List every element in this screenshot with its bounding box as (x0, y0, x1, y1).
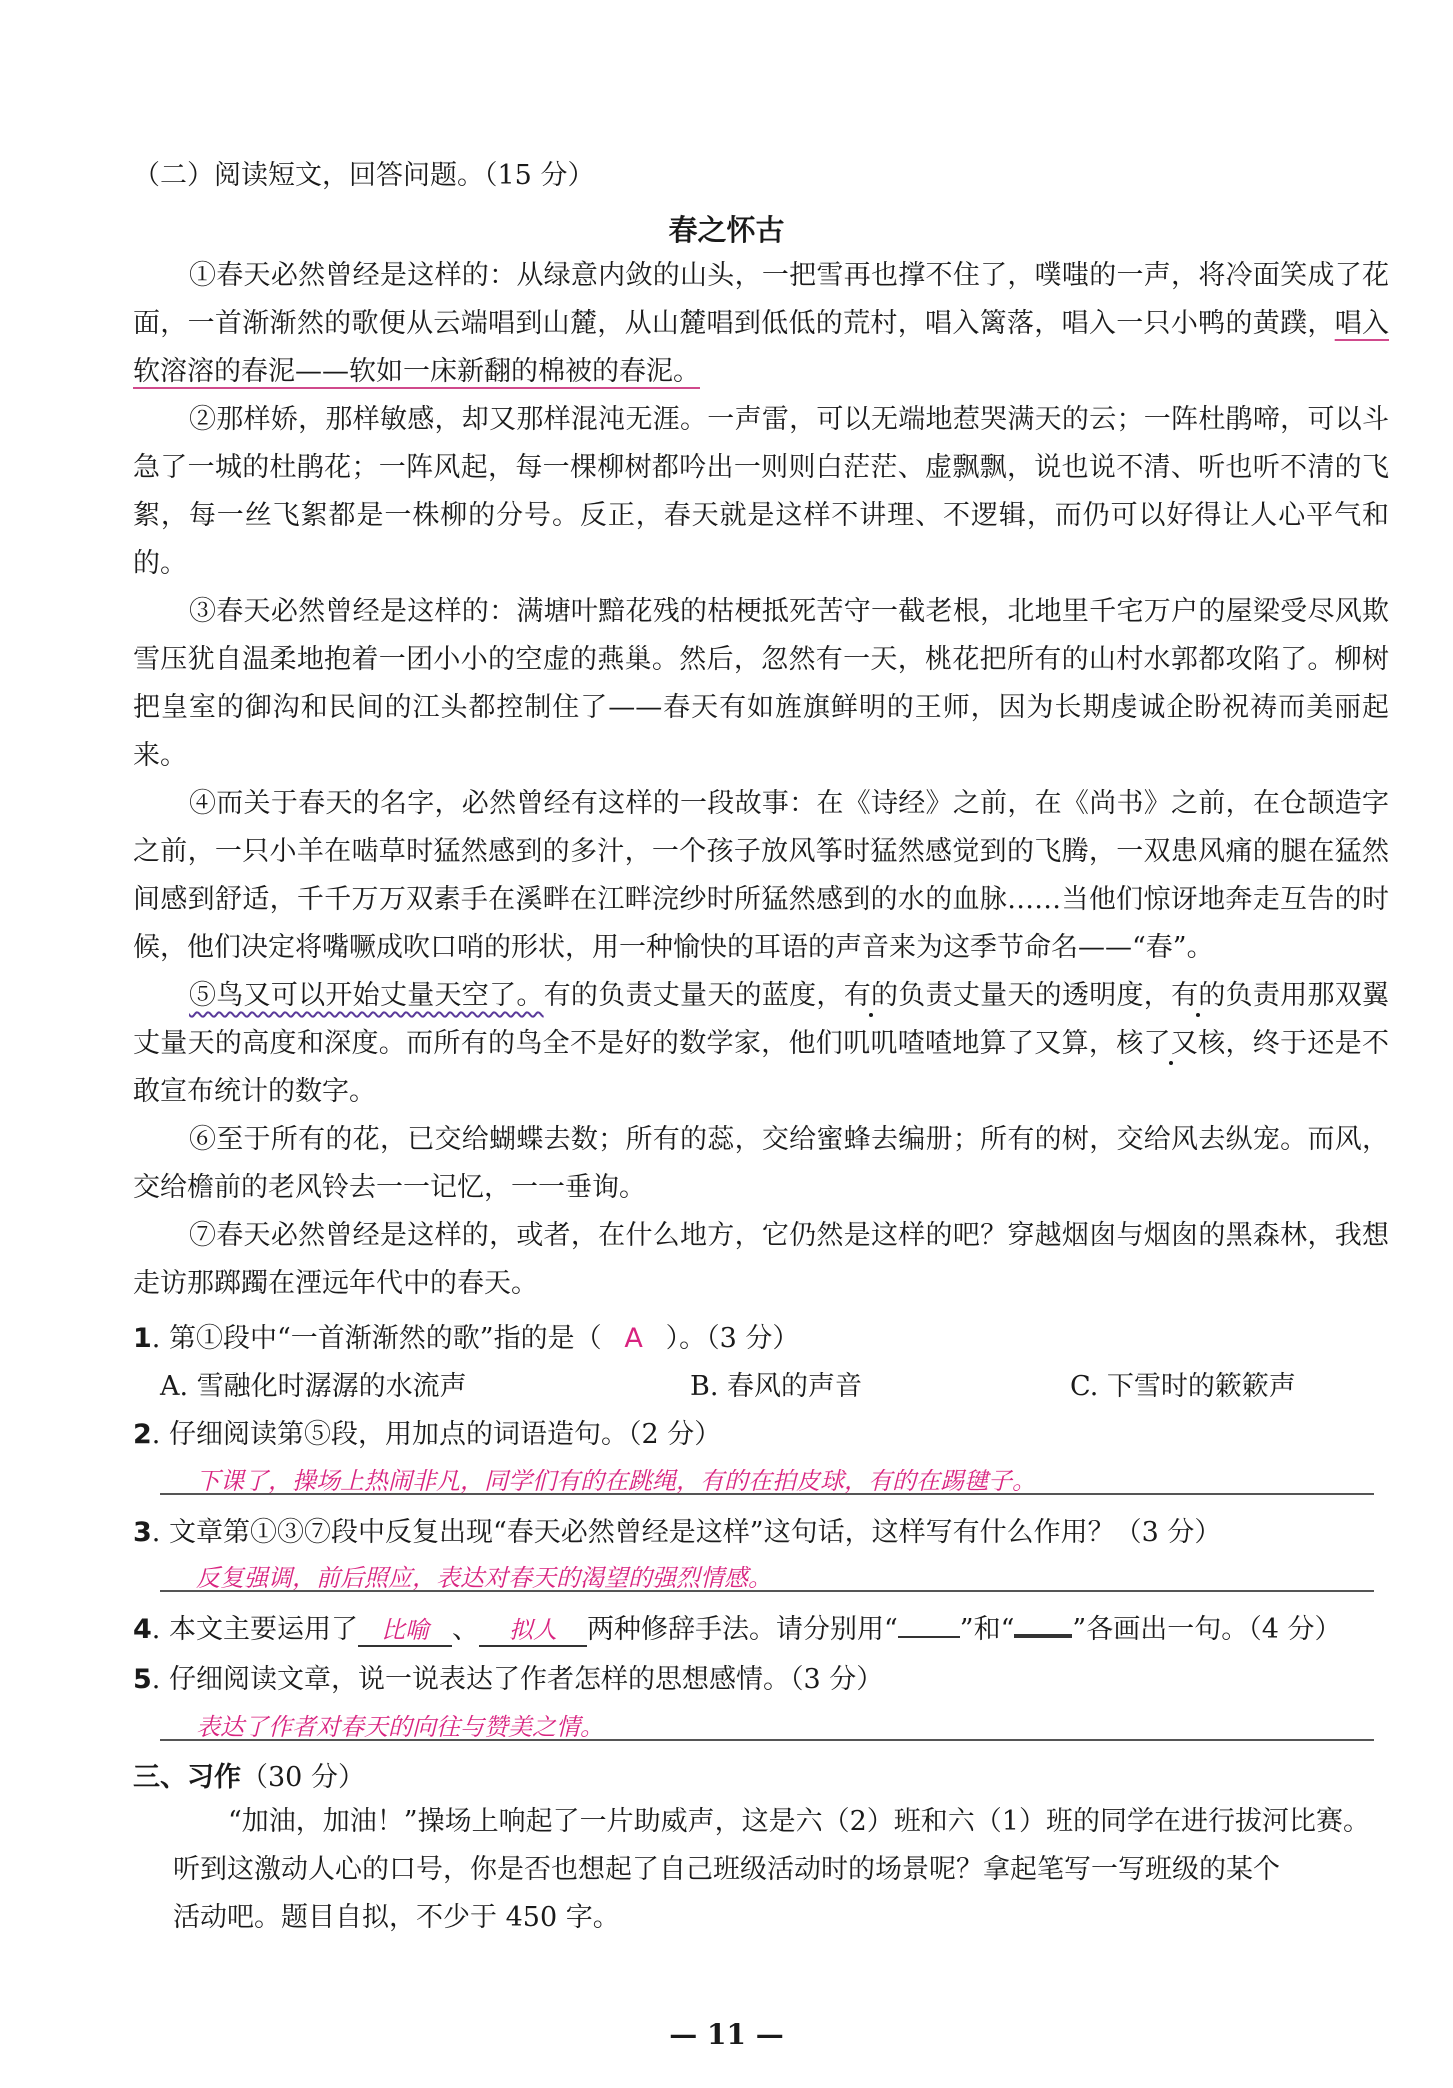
section-header: （二）阅读短文，回答问题。（15 分） (133, 160, 595, 191)
writing-heading (133, 1755, 365, 1794)
dotted-word-1 (844, 980, 899, 1011)
writing-prompt-line-3: 活动吧。题目自拟，不少于 450 字。 (173, 1902, 620, 1933)
dotted-word-3-text: 核了又核 (1116, 1028, 1226, 1059)
question-5 (133, 1657, 883, 1696)
question-1-answer[interactable]: A (624, 1323, 643, 1354)
paragraph-3: ③春天必然曾经是这样的：满塘叶黯花残的枯梗抵死苦守一截老根，北地里千宅万户的屋梁受尽风欺雪压犹自温柔地抱着一团小小的空虚的燕巢。然后，忽然有一天，桃花把所有的山村水郭都攻陷了。柳树把皇室的御沟和民间的江头都控制住了——春天有如旌旗鲜明的王师，因为长期虔诚企盼祝祷而美丽起来。 (133, 596, 1389, 771)
paragraph-1 (133, 252, 1389, 396)
question-3 (133, 1510, 1221, 1549)
question-4 (133, 1607, 1341, 1647)
question-5-answer-line (160, 1739, 1374, 1741)
question-4-blank-2[interactable]: 拟人 (479, 1615, 587, 1647)
question-5-answer[interactable]: 表达了作者对春天的向往与赞美之情。 (196, 1713, 604, 1741)
paragraph-5-text-3: 负责用那双翼丈量天的高度和深度。而所有的鸟全不是好的数学家，他们叽叽喳喳地算了又算， (133, 980, 1390, 1059)
paragraph-5 (133, 972, 1389, 1116)
paragraph-6: ⑥至于所有的花，已交给蝴蝶去数；所有的蕊，交给蜜蜂去编册；所有的树，交给风去纵宠。而风，交给檐前的老风铃去一一记忆，一一垂询。 (133, 1124, 1389, 1203)
question-1-text-b: ）。（3 分） (665, 1323, 800, 1354)
dotted-word-3 (1116, 1028, 1225, 1059)
writing-prompt-line-2: 听到这激动人心的口号，你是否也想起了自己班级活动时的场景呢？拿起笔写一写班级的某个 (173, 1854, 1280, 1885)
question-3-answer-line (160, 1590, 1374, 1592)
paragraph-5-text-2: 负责丈量天的透明度， (898, 980, 1172, 1011)
paragraph-5-text-4: ，终于还是不敢宣布统计的数字。 (133, 1028, 1390, 1107)
paragraph-1-text: ①春天必然曾经是这样的：从绿意内敛的山头，一把雪再也撑不住了，噗嗤的一声，将冷面笑成了花面，一首渐渐然的歌便从云端唱到山麓，从山麓唱到低低的荒村，唱入篱落，唱入一只小鸭的黄蹼， (133, 260, 1389, 339)
question-4-line-mark-2 (1014, 1634, 1072, 1638)
question-2-answer[interactable]: 下课了，操场上热闹非凡，同学们有的在跳绳，有的在拍皮球，有的在踢毽子。 (196, 1467, 1036, 1495)
question-4-number: 4 (133, 1614, 152, 1645)
question-4-text-d: ”各画出一句。（4 分） (1072, 1614, 1342, 1645)
paragraph-1-underlined: 唱入软溶溶的春泥——软如一床新翻的棉被的春泥。 (133, 308, 1389, 387)
paragraph-4: ④而关于春天的名字，必然曾经有这样的一段故事：在《诗经》之前，在《尚书》之前，在仓颉造字之前，一只小羊在啮草时猛然感到的多汁，一个孩子放风筝时猛然感觉到的飞腾，一双患风痛的腿在猛然间感到舒适，千千万万双素手在溪畔在江畔浣纱时所猛然感到的水的血脉……当他们惊讶地奔走互告的时候，他们决定将嘴噘成吹口哨的形状，用一种愉快的耳语的声音来为这季节命名——“春”。 (133, 788, 1389, 963)
question-4-text-c: ”和“ (959, 1614, 1015, 1645)
question-2-text: . 仔细阅读第⑤段，用加点的词语造句。（2 分） (151, 1419, 722, 1450)
question-4-separator: 、 (451, 1614, 479, 1645)
paragraph-7: ⑦春天必然曾经是这样的，或者，在什么地方，它仍然是这样的吧？穿越烟囱与烟囱的黑森林，我想走访那踯躅在湮远年代中的春天。 (133, 1220, 1389, 1299)
passage-title: 春之怀古 (668, 213, 785, 247)
page-number: — 11 — (669, 2018, 784, 2051)
question-3-answer[interactable]: 反复强调，前后照应，表达对春天的渴望的强烈情感。 (196, 1564, 772, 1592)
question-1-text-a: . 第①段中“一首渐渐然的歌”指的是（ (151, 1323, 602, 1354)
question-1-option-c: C. 下雪时的簌簌声 (1070, 1371, 1296, 1402)
question-2-answer-line (160, 1493, 1374, 1495)
question-3-number: 3 (133, 1517, 152, 1548)
dotted-word-2-text: 有的 (1171, 980, 1226, 1011)
question-4-line-mark-1 (898, 1636, 960, 1638)
paragraph-2: ②那样娇，那样敏感，却又那样混沌无涯。一声雷，可以无端地惹哭满天的云；一阵杜鹃啼，可以斗急了一城的杜鹃花；一阵风起，每一棵柳树都吟出一则则白茫茫、虚飘飘，说也说不清、听也听不清的飞絮，每一丝飞絮都是一株柳的分号。反正，春天就是这样不讲理、不逻辑，而仍可以好得让人心平气和的。 (133, 404, 1389, 579)
question-2-number: 2 (133, 1419, 152, 1450)
question-3-text: . 文章第①③⑦段中反复出现“春天必然曾经是这样”这句话，这样写有什么作用？（3 分） (151, 1517, 1222, 1548)
dotted-word-2 (1171, 980, 1226, 1011)
writing-heading-label: 三、习作 (133, 1762, 241, 1793)
question-1-number: 1 (133, 1323, 152, 1354)
question-4-blank-1[interactable]: 比喻 (358, 1615, 452, 1647)
question-1-option-a: A. 雪融化时潺潺的水流声 (160, 1371, 467, 1402)
question-1-option-b: B. 春风的声音 (690, 1371, 863, 1402)
question-1 (133, 1316, 799, 1355)
paragraph-5-wavy-underline: ⑤鸟又可以开始丈量天空了。 (189, 980, 544, 1011)
question-2 (133, 1412, 721, 1451)
paragraph-5-text-1: 有的负责丈量天的蓝度， (543, 980, 844, 1011)
writing-heading-points: （30 分） (241, 1762, 365, 1793)
question-4-text-b: 两种修辞手法。请分别用“ (586, 1614, 898, 1645)
question-5-text: . 仔细阅读文章，说一说表达了作者怎样的思想感情。（3 分） (151, 1664, 884, 1695)
dotted-word-1-text: 有的 (843, 980, 899, 1011)
question-4-text-a: . 本文主要运用了 (151, 1614, 358, 1645)
writing-prompt-line-1: “加油，加油！”操场上响起了一片助威声，这是六（2）班和六（1）班的同学在进行拔河比赛。 (228, 1806, 1370, 1837)
question-5-number: 5 (133, 1664, 152, 1695)
